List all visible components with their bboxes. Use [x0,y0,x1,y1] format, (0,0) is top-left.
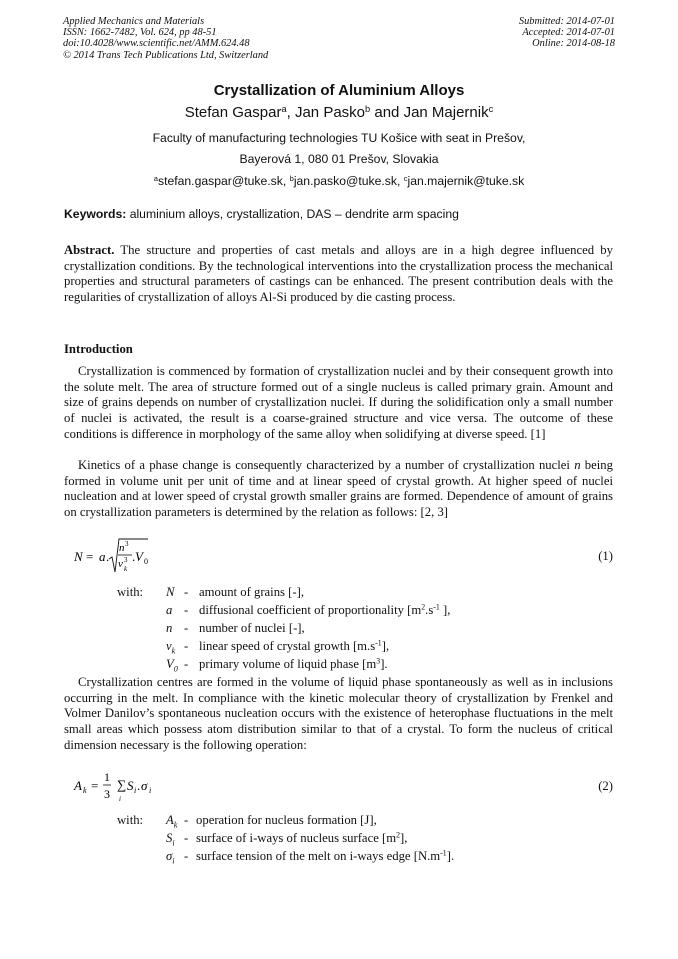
legend-symbol [166,657,178,672]
eq1-den-var: v [118,558,123,570]
symbol-sub: k [173,820,178,830]
separator: and [370,104,404,121]
dates-info [519,16,615,50]
symbol-main: v [166,639,172,653]
eq1-equals: = [86,549,94,564]
legend-dash: - [184,585,189,599]
variable-n: n [574,458,581,472]
legend-text-part: .s [425,603,434,617]
keywords-text: aluminium alloys, crystallization, DAS – dendrite arm spacing [126,207,459,221]
issn: ISSN: 1662-7482, Vol. 624, pp 48-51 [63,27,217,39]
legend-text-part: surface tension of the melt on i-ways edge [N.m [196,849,441,863]
online-date: Online: 2014-08-18 [532,38,615,50]
eq1-v0: V [135,549,143,564]
symbol-sub: k [171,646,176,656]
legend-sup: 2 [421,602,426,612]
eq1-dot: . [106,549,110,564]
with-label: with: [117,585,144,599]
equation-1 [74,538,164,578]
eq2-dot: . [137,778,141,793]
email-link[interactable]: jan.pasko@tuke.sk [293,174,397,188]
author-name: Stefan Gaspar [184,104,282,121]
email-mark: b [289,173,294,183]
symbol-sub: 0 [173,664,178,674]
legend-symbol: a [166,603,173,617]
legend-symbol: n [166,621,173,635]
eq2-sigma: σ [141,778,148,793]
equation-2 [74,768,174,806]
legend-dash: - [184,849,189,863]
symbol-main: A [166,813,174,827]
legend-text-part: diffusional coefficient of proportionality [m [199,603,422,617]
eq1-a: a [99,549,106,564]
legend-symbol: N [166,585,175,599]
equation-1-number: (1) [598,549,613,563]
legend-sup: -1 [440,848,447,858]
legend-text [199,657,388,672]
eq1-num-exp: 3 [125,540,129,548]
paragraph-text: Kinetics of a phase change is consequently characterized by a number of crystallization nuclei [78,458,575,472]
legend-text-part: primary volume of liquid phase [m [199,657,377,671]
legend-dash: - [184,639,189,653]
equation-2-number: (2) [598,779,613,793]
eq2-den: 3 [104,787,110,801]
legend-sup: -1 [375,638,382,648]
legend-text: number of nuclei [-], [199,621,305,635]
legend-symbol [166,831,175,846]
eq1-lhs: N [74,549,83,564]
eq1-dot2: . [132,549,136,564]
author-name: Jan Majernik [403,104,489,121]
separator: , [282,174,290,188]
paragraph-text: being formed in volume unit per unit of time and at linear speed of crystal growth. At higher speed of nuclei nucleation and at lower speed of crystal growth smaller grains are formed. Dependence of amount of grains on crystallization parameters is determined by the relation as follows: [2, 3] [64,458,613,520]
legend-text: operation for nucleus formation [J], [196,813,377,827]
author-name: Jan Pasko [294,104,366,121]
paper-title: Crystallization of Aluminium Alloys [213,82,465,99]
eq1-v0-sub: 0 [144,557,148,566]
legend-dash: - [184,813,189,827]
abstract-label: Abstract. [64,243,115,257]
email-mark: a [153,173,158,183]
symbol-main: σ [166,849,173,863]
legend-sup: 2 [396,830,401,840]
eq2-lhs: A [74,778,82,793]
symbol-main: S [166,831,173,845]
with-label: with: [117,813,144,827]
author-mark: a [281,103,287,114]
separator: , [286,104,295,121]
legend-symbol [166,639,175,654]
affiliation-line-1: Faculty of manufacturing technologies TU Košice with seat in Prešov, [152,131,526,145]
legend-text-part: ]. [380,657,388,671]
eq2-lhs-sub: k [83,786,87,795]
legend-sup: -1 [433,602,440,612]
email-mark: c [403,173,408,183]
legend-text-part: ], [381,639,390,653]
legend-text-part: ], [400,831,408,845]
legend-text-part: ]. [446,849,455,863]
separator: , [396,174,404,188]
legend-dash: - [184,621,189,635]
legend-dash: - [184,831,189,845]
legend-text [199,603,450,618]
eq2-num: 1 [104,770,110,784]
paragraph-2 [64,458,613,521]
paragraph-3: Crystallization centres are formed in the volume of liquid phase spontaneously as well as in inclusions occurring in the melt. In compliance with the kinetic molecular theory of crystallization by Frenkel and Volmer Danilov’s spontaneous nucleation occurs with the existence of heterophase fluctuations in the melt small areas which possess atom distribution similar to that of a crystal. To form the nucleus of critical dimension necessary is the following operation: [64,675,613,752]
symbol-sub: i [172,838,175,848]
email-link[interactable]: jan.majernik@tuke.sk [407,174,525,188]
symbol-sub: i [172,856,175,866]
affiliation-line-2: Bayerová 1, 080 01 Prešov, Slovakia [239,152,439,166]
keywords [64,207,459,221]
eq2-equals: = [91,778,99,793]
journal-name: Applied Mechanics and Materials [63,16,205,27]
eq2-s: S [127,778,134,793]
author-mark: b [365,103,371,114]
eq2-s-sub: i [134,786,137,795]
author-list [0,104,678,121]
legend-dash: - [184,657,189,671]
section-heading: Introduction [64,342,133,356]
copyright: © 2014 Trans Tech Publications Ltd, Switzerland [63,49,269,61]
legend-text [199,639,389,654]
abstract [64,243,613,306]
eq2-sum-sub: i [119,795,121,803]
accepted-date: Accepted: 2014-07-01 [522,27,615,39]
journal-info [63,16,268,61]
submitted-date: Submitted: 2014-07-01 [518,16,615,27]
eq1-den-sub: k [124,565,128,573]
legend-text [196,831,407,846]
legend-symbol [166,813,177,828]
legend-sup: 3 [376,656,381,666]
keywords-label: Keywords: [64,207,127,221]
legend-dash: - [184,603,189,617]
eq1-num-var: n [119,542,125,554]
equation-2-formula [74,768,174,806]
legend-text [196,849,454,864]
legend-symbol [166,849,175,864]
legend-text: amount of grains [-], [199,585,304,599]
author-mark: c [488,103,494,114]
eq2-sum: ∑ [117,777,127,792]
abstract-text: The structure and properties of cast metals and alloys are in a high degree influenced by crystallization conditions. By the technological interventions into the crystallization process the mechanical properties and structural parameters of castings can be enhanced. The present contribution deals with the regularities of crystallization of alloys Al-Si produced by die casting process. [64,243,613,305]
eq1-den-exp: 3 [124,556,128,564]
legend-text-part: ], [439,603,451,617]
paragraph-1: Crystallization is commenced by formation of crystallization nuclei and by their consequent growth into the solute melt. The area of structure formed out of a single nucleus is called primary grain. Amount and size of grains depends on number of crystallization nuclei. If during the solidification only a small number of nuclei is activated, the result is a coarse-grained structure and vice versa. The outcome of these conditions is difference in morphology of the same alloy when solidifying at diverse speed. [1] [64,364,613,441]
email-line [0,174,678,188]
symbol-main: V [166,657,174,671]
legend-text-part: linear speed of crystal growth [m.s [199,639,376,653]
legend-text-part: surface of i-ways of nucleus surface [m [196,831,397,845]
doi: doi:10.4028/www.scientific.net/AMM.624.48 [63,38,250,50]
eq2-sigma-sub: i [149,786,152,795]
equation-1-formula [74,538,164,578]
email-link[interactable]: stefan.gaspar@tuke.sk [157,174,283,188]
